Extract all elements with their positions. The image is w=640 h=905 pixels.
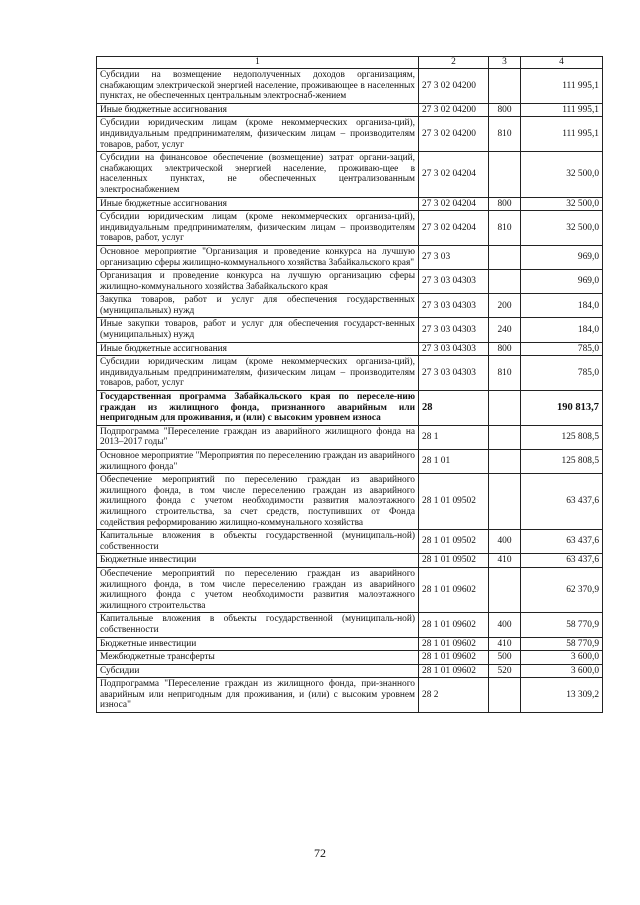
- expense-type-cell: [489, 270, 521, 294]
- code-cell: 28 1 01 09602: [419, 613, 489, 637]
- amount-cell: 111 995,1: [521, 103, 603, 117]
- amount-cell: 63 437,6: [521, 530, 603, 554]
- code-cell: 27 3 03 04303: [419, 318, 489, 342]
- code-cell: 28 1 01 09502: [419, 474, 489, 530]
- name-cell: Подпрограмма "Переселение граждан из аварийного жилищного фонда на 2013–2017 годы": [97, 425, 419, 449]
- name-cell: Субсидии на возмещение недополученных доходов организациям, снабжающим электрической энергией население, проживающее в населенных пунктах, не обеспеченных центральным электроснаб-жением: [97, 69, 419, 104]
- column-header-amount: 4: [521, 57, 603, 69]
- amount-cell: 32 500,0: [521, 211, 603, 246]
- code-cell: 28 1 01 09502: [419, 530, 489, 554]
- table-header-row: [97, 57, 603, 69]
- table-row: [97, 450, 603, 474]
- amount-cell: 184,0: [521, 318, 603, 342]
- name-cell: Иные закупки товаров, работ и услуг для обеспечения государст-венных (муниципальных) нужд: [97, 318, 419, 342]
- expense-type-cell: 800: [489, 103, 521, 117]
- table-row: [97, 637, 603, 651]
- expense-type-cell: [489, 450, 521, 474]
- table-row: [97, 678, 603, 713]
- amount-cell: 111 995,1: [521, 69, 603, 104]
- amount-cell: 62 370,9: [521, 567, 603, 612]
- expense-type-cell: [489, 69, 521, 104]
- table-row: [97, 664, 603, 678]
- expense-type-cell: 410: [489, 554, 521, 568]
- amount-cell: 58 770,9: [521, 637, 603, 651]
- name-cell: Иные бюджетные ассигнования: [97, 342, 419, 356]
- code-cell: 27 3 03 04303: [419, 342, 489, 356]
- column-header-code: 2: [419, 57, 489, 69]
- expense-type-cell: 810: [489, 117, 521, 152]
- name-cell: Субсидии: [97, 664, 419, 678]
- name-cell: Субсидии юридическим лицам (кроме некоммерческих организа-ций), индивидуальным предпринимателям, физическим лицам – производителям товаров, работ, услуг: [97, 211, 419, 246]
- amount-cell: 3 600,0: [521, 651, 603, 665]
- expense-type-cell: 400: [489, 530, 521, 554]
- expense-type-cell: 800: [489, 197, 521, 211]
- code-cell: 27 3 02 04200: [419, 103, 489, 117]
- amount-cell: 785,0: [521, 356, 603, 391]
- name-cell: Бюджетные инвестиции: [97, 554, 419, 568]
- table-row: [97, 197, 603, 211]
- name-cell: Организация и проведение конкурса на лучшую организацию сферы жилищно-коммунального хозяйства Забайкальского края: [97, 270, 419, 294]
- code-cell: 28 1 01 09602: [419, 567, 489, 612]
- name-cell: Обеспечение мероприятий по переселению граждан из аварийного жилищного фонда, в том числе переселению граждан из аварийного жилищного фонда с учетом необходимости развития малоэтажного жилищного строительства, за счет средств, поступивших от Фонда содействия реформированию жилищно-коммунального хозяйства: [97, 474, 419, 530]
- code-cell: 27 3 03 04303: [419, 270, 489, 294]
- amount-cell: 969,0: [521, 270, 603, 294]
- name-cell: Бюджетные инвестиции: [97, 637, 419, 651]
- amount-cell: 969,0: [521, 245, 603, 269]
- name-cell: Субсидии юридическим лицам (кроме некоммерческих организа-ций), индивидуальным предпринимателям, физическим лицам – производителям товаров, работ, услуг: [97, 356, 419, 391]
- table-row: [97, 651, 603, 665]
- table-row: [97, 391, 603, 426]
- table-row: [97, 117, 603, 152]
- name-cell: Иные бюджетные ассигнования: [97, 197, 419, 211]
- name-cell: Подпрограмма "Переселение граждан из жилищного фонда, при-знанного аварийным или непригодным для проживания, и (или) с высоким уровнем износа": [97, 678, 419, 713]
- budget-allocation-table: [96, 56, 603, 713]
- expense-type-cell: 200: [489, 294, 521, 318]
- table-row: [97, 103, 603, 117]
- table-row: [97, 474, 603, 530]
- amount-cell: 13 309,2: [521, 678, 603, 713]
- amount-cell: 125 808,5: [521, 450, 603, 474]
- table-row: [97, 356, 603, 391]
- name-cell: Иные бюджетные ассигнования: [97, 103, 419, 117]
- expense-type-cell: 500: [489, 651, 521, 665]
- name-cell: Государственная программа Забайкальского края по переселе-нию граждан из жилищного фонда, признанного аварийным или непригодным для проживания, и (или) с высоким уровнем износа: [97, 391, 419, 426]
- table-row: [97, 245, 603, 269]
- amount-cell: 63 437,6: [521, 474, 603, 530]
- expense-type-cell: 410: [489, 637, 521, 651]
- expense-type-cell: [489, 152, 521, 197]
- table-row: [97, 567, 603, 612]
- column-header-expense-type: 3: [489, 57, 521, 69]
- table-row: [97, 530, 603, 554]
- code-cell: 28 1 01: [419, 450, 489, 474]
- table-body: [97, 69, 603, 713]
- column-header-name: 1: [97, 57, 419, 69]
- code-cell: 27 3 03: [419, 245, 489, 269]
- expense-type-cell: 400: [489, 613, 521, 637]
- expense-type-cell: 810: [489, 211, 521, 246]
- code-cell: 27 3 03 04303: [419, 294, 489, 318]
- expense-type-cell: 800: [489, 342, 521, 356]
- code-cell: 27 3 02 04204: [419, 197, 489, 211]
- code-cell: 28 1 01 09602: [419, 651, 489, 665]
- expense-type-cell: [489, 245, 521, 269]
- code-cell: 27 3 02 04204: [419, 211, 489, 246]
- table-row: [97, 318, 603, 342]
- code-cell: 28 1: [419, 425, 489, 449]
- amount-cell: 190 813,7: [521, 391, 603, 426]
- code-cell: 27 3 03 04303: [419, 356, 489, 391]
- expense-type-cell: [489, 391, 521, 426]
- table-row: [97, 270, 603, 294]
- name-cell: Капитальные вложения в объекты государственной (муниципаль-ной) собственности: [97, 530, 419, 554]
- amount-cell: 785,0: [521, 342, 603, 356]
- amount-cell: 63 437,6: [521, 554, 603, 568]
- table-row: [97, 342, 603, 356]
- amount-cell: 111 995,1: [521, 117, 603, 152]
- code-cell: 28: [419, 391, 489, 426]
- expense-type-cell: 810: [489, 356, 521, 391]
- code-cell: 28 1 01 09602: [419, 637, 489, 651]
- table-row: [97, 425, 603, 449]
- code-cell: 28 1 01 09602: [419, 664, 489, 678]
- amount-cell: 3 600,0: [521, 664, 603, 678]
- expense-type-cell: [489, 678, 521, 713]
- name-cell: Закупка товаров, работ и услуг для обеспечения государственных (муниципальных) нужд: [97, 294, 419, 318]
- name-cell: Основное мероприятие "Организация и проведение конкурса на лучшую организацию сферы жилищно-коммунального хозяйства Забайкальского края": [97, 245, 419, 269]
- table-row: [97, 294, 603, 318]
- page-number: 72: [314, 846, 326, 860]
- table-row: [97, 69, 603, 104]
- amount-cell: 184,0: [521, 294, 603, 318]
- expense-type-cell: [489, 425, 521, 449]
- expense-type-cell: [489, 474, 521, 530]
- code-cell: 28 2: [419, 678, 489, 713]
- amount-cell: 58 770,9: [521, 613, 603, 637]
- code-cell: 27 3 02 04204: [419, 152, 489, 197]
- name-cell: Субсидии на финансовое обеспечение (возмещение) затрат органи-заций, снабжающих электрической энергией население, проживаю-щее в населенных пунктах, не обеспеченных централизованным электроснабжением: [97, 152, 419, 197]
- code-cell: 27 3 02 04200: [419, 69, 489, 104]
- expense-type-cell: 240: [489, 318, 521, 342]
- expense-type-cell: 520: [489, 664, 521, 678]
- amount-cell: 125 808,5: [521, 425, 603, 449]
- amount-cell: 32 500,0: [521, 152, 603, 197]
- table-header: [97, 57, 603, 69]
- table-row: [97, 554, 603, 568]
- name-cell: Субсидии юридическим лицам (кроме некоммерческих организа-ций), индивидуальным предпринимателям, физическим лицам – производителям товаров, работ, услуг: [97, 117, 419, 152]
- table-row: [97, 152, 603, 197]
- name-cell: Капитальные вложения в объекты государственной (муниципаль-ной) собственности: [97, 613, 419, 637]
- name-cell: Основное мероприятие "Мероприятия по переселению граждан из аварийного жилищного фонда": [97, 450, 419, 474]
- name-cell: Межбюджетные трансферты: [97, 651, 419, 665]
- table-row: [97, 613, 603, 637]
- code-cell: 27 3 02 04200: [419, 117, 489, 152]
- table-row: [97, 211, 603, 246]
- amount-cell: 32 500,0: [521, 197, 603, 211]
- expense-type-cell: [489, 567, 521, 612]
- name-cell: Обеспечение мероприятий по переселению граждан из аварийного жилищного фонда, в том числе переселению граждан из аварийного жилищного фонда с учетом необходимости развития малоэтажного жилищного строительства: [97, 567, 419, 612]
- code-cell: 28 1 01 09502: [419, 554, 489, 568]
